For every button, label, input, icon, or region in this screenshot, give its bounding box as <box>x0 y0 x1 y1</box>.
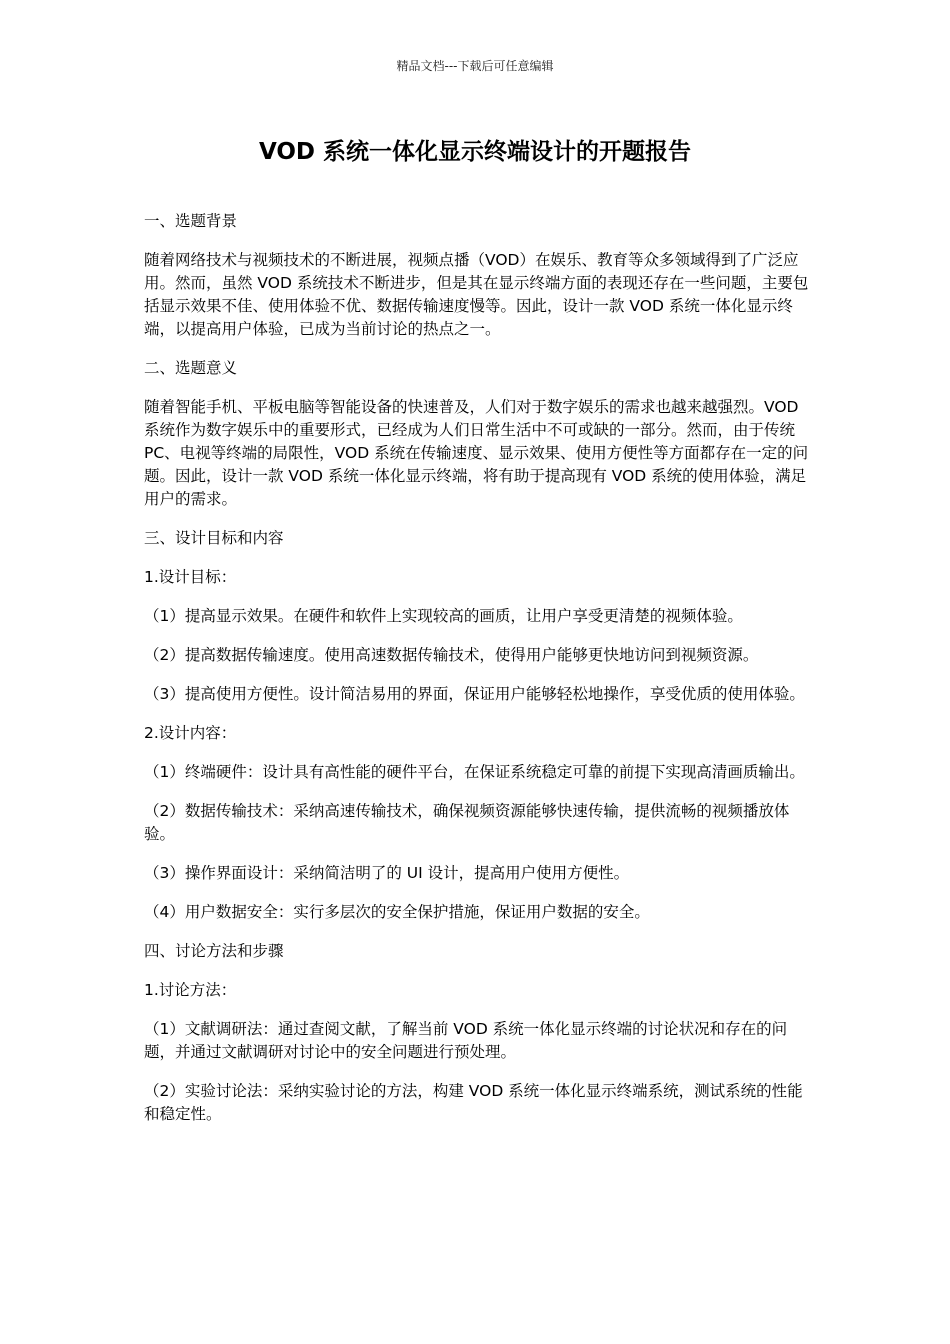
subheading-methods: 1.讨论方法： <box>144 981 237 999</box>
list-item-goal-3: （3）提高使用方便性。设计简洁易用的界面，保证用户能够轻松地操作，享受优质的使用体验。 <box>144 685 805 703</box>
section-heading-significance: 二、选题意义 <box>144 359 238 377</box>
list-item-content-2: （2）数据传输技术：采纳高速传输技术，确保视频资源能够快速传输，提供流畅的视频播放体验。 <box>144 802 790 843</box>
header-note: 精品文档---下载后可任意编辑 <box>396 59 554 73</box>
subheading-design-goals: 1.设计目标： <box>144 568 237 586</box>
section-heading-methods: 四、讨论方法和步骤 <box>144 942 284 960</box>
list-item-method-2: （2）实验讨论法：采纳实验讨论的方法，构建 VOD 系统一体化显示终端系统，测试系统的性能和稳定性。 <box>144 1082 803 1123</box>
list-item-goal-1: （1）提高显示效果。在硬件和软件上实现较高的画质，让用户享受更清楚的视频体验。 <box>144 607 743 625</box>
section-heading-goals-content: 三、设计目标和内容 <box>144 529 284 547</box>
list-item-content-3: （3）操作界面设计：采纳简洁明了的 UI 设计，提高用户使用方便性。 <box>144 864 630 882</box>
paragraph-background: 随着网络技术与视频技术的不断进展，视频点播（VOD）在娱乐、教育等众多领域得到了广泛应用。然而，虽然 VOD 系统技术不断进步，但是其在显示终端方面的表现还存在一些问题，主要包括显示效果不佳、使用体验不优、数据传输速度慢等。因此，设计一款 VOD 系统一体化显示终端，以提高用户体验，已成为当前讨论的热点之一。 <box>144 251 809 338</box>
document-title: VOD 系统一体化显示终端设计的开题报告 <box>258 139 692 165</box>
list-item-method-1: （1）文献调研法：通过查阅文献，了解当前 VOD 系统一体化显示终端的讨论状况和存在的问题，并通过文献调研对讨论中的安全问题进行预处理。 <box>144 1020 788 1061</box>
section-heading-background: 一、选题背景 <box>144 212 238 230</box>
paragraph-significance: 随着智能手机、平板电脑等智能设备的快速普及，人们对于数字娱乐的需求也越来越强烈。VOD 系统作为数字娱乐中的重要形式，已经成为人们日常生活中不可或缺的一部分。然而，由于传统 PC、电视等终端的局限性，VOD 系统在传输速度、显示效果、使用方便性等方面都存在一定的问题。因此，设计一款 VOD 系统一体化显示终端，将有助于提高现有 VOD 系统的使用体验，满足用户的需求。 <box>144 398 809 508</box>
document-body <box>144 210 812 1142</box>
list-item-content-4: （4）用户数据安全：实行多层次的安全保护措施，保证用户数据的安全。 <box>144 903 650 921</box>
list-item-content-1: （1）终端硬件：设计具有高性能的硬件平台，在保证系统稳定可靠的前提下实现高清画质输出。 <box>144 763 805 781</box>
list-item-goal-2: （2）提高数据传输速度。使用高速数据传输技术，使得用户能够更快地访问到视频资源。 <box>144 646 759 664</box>
subheading-design-content: 2.设计内容： <box>144 724 237 742</box>
